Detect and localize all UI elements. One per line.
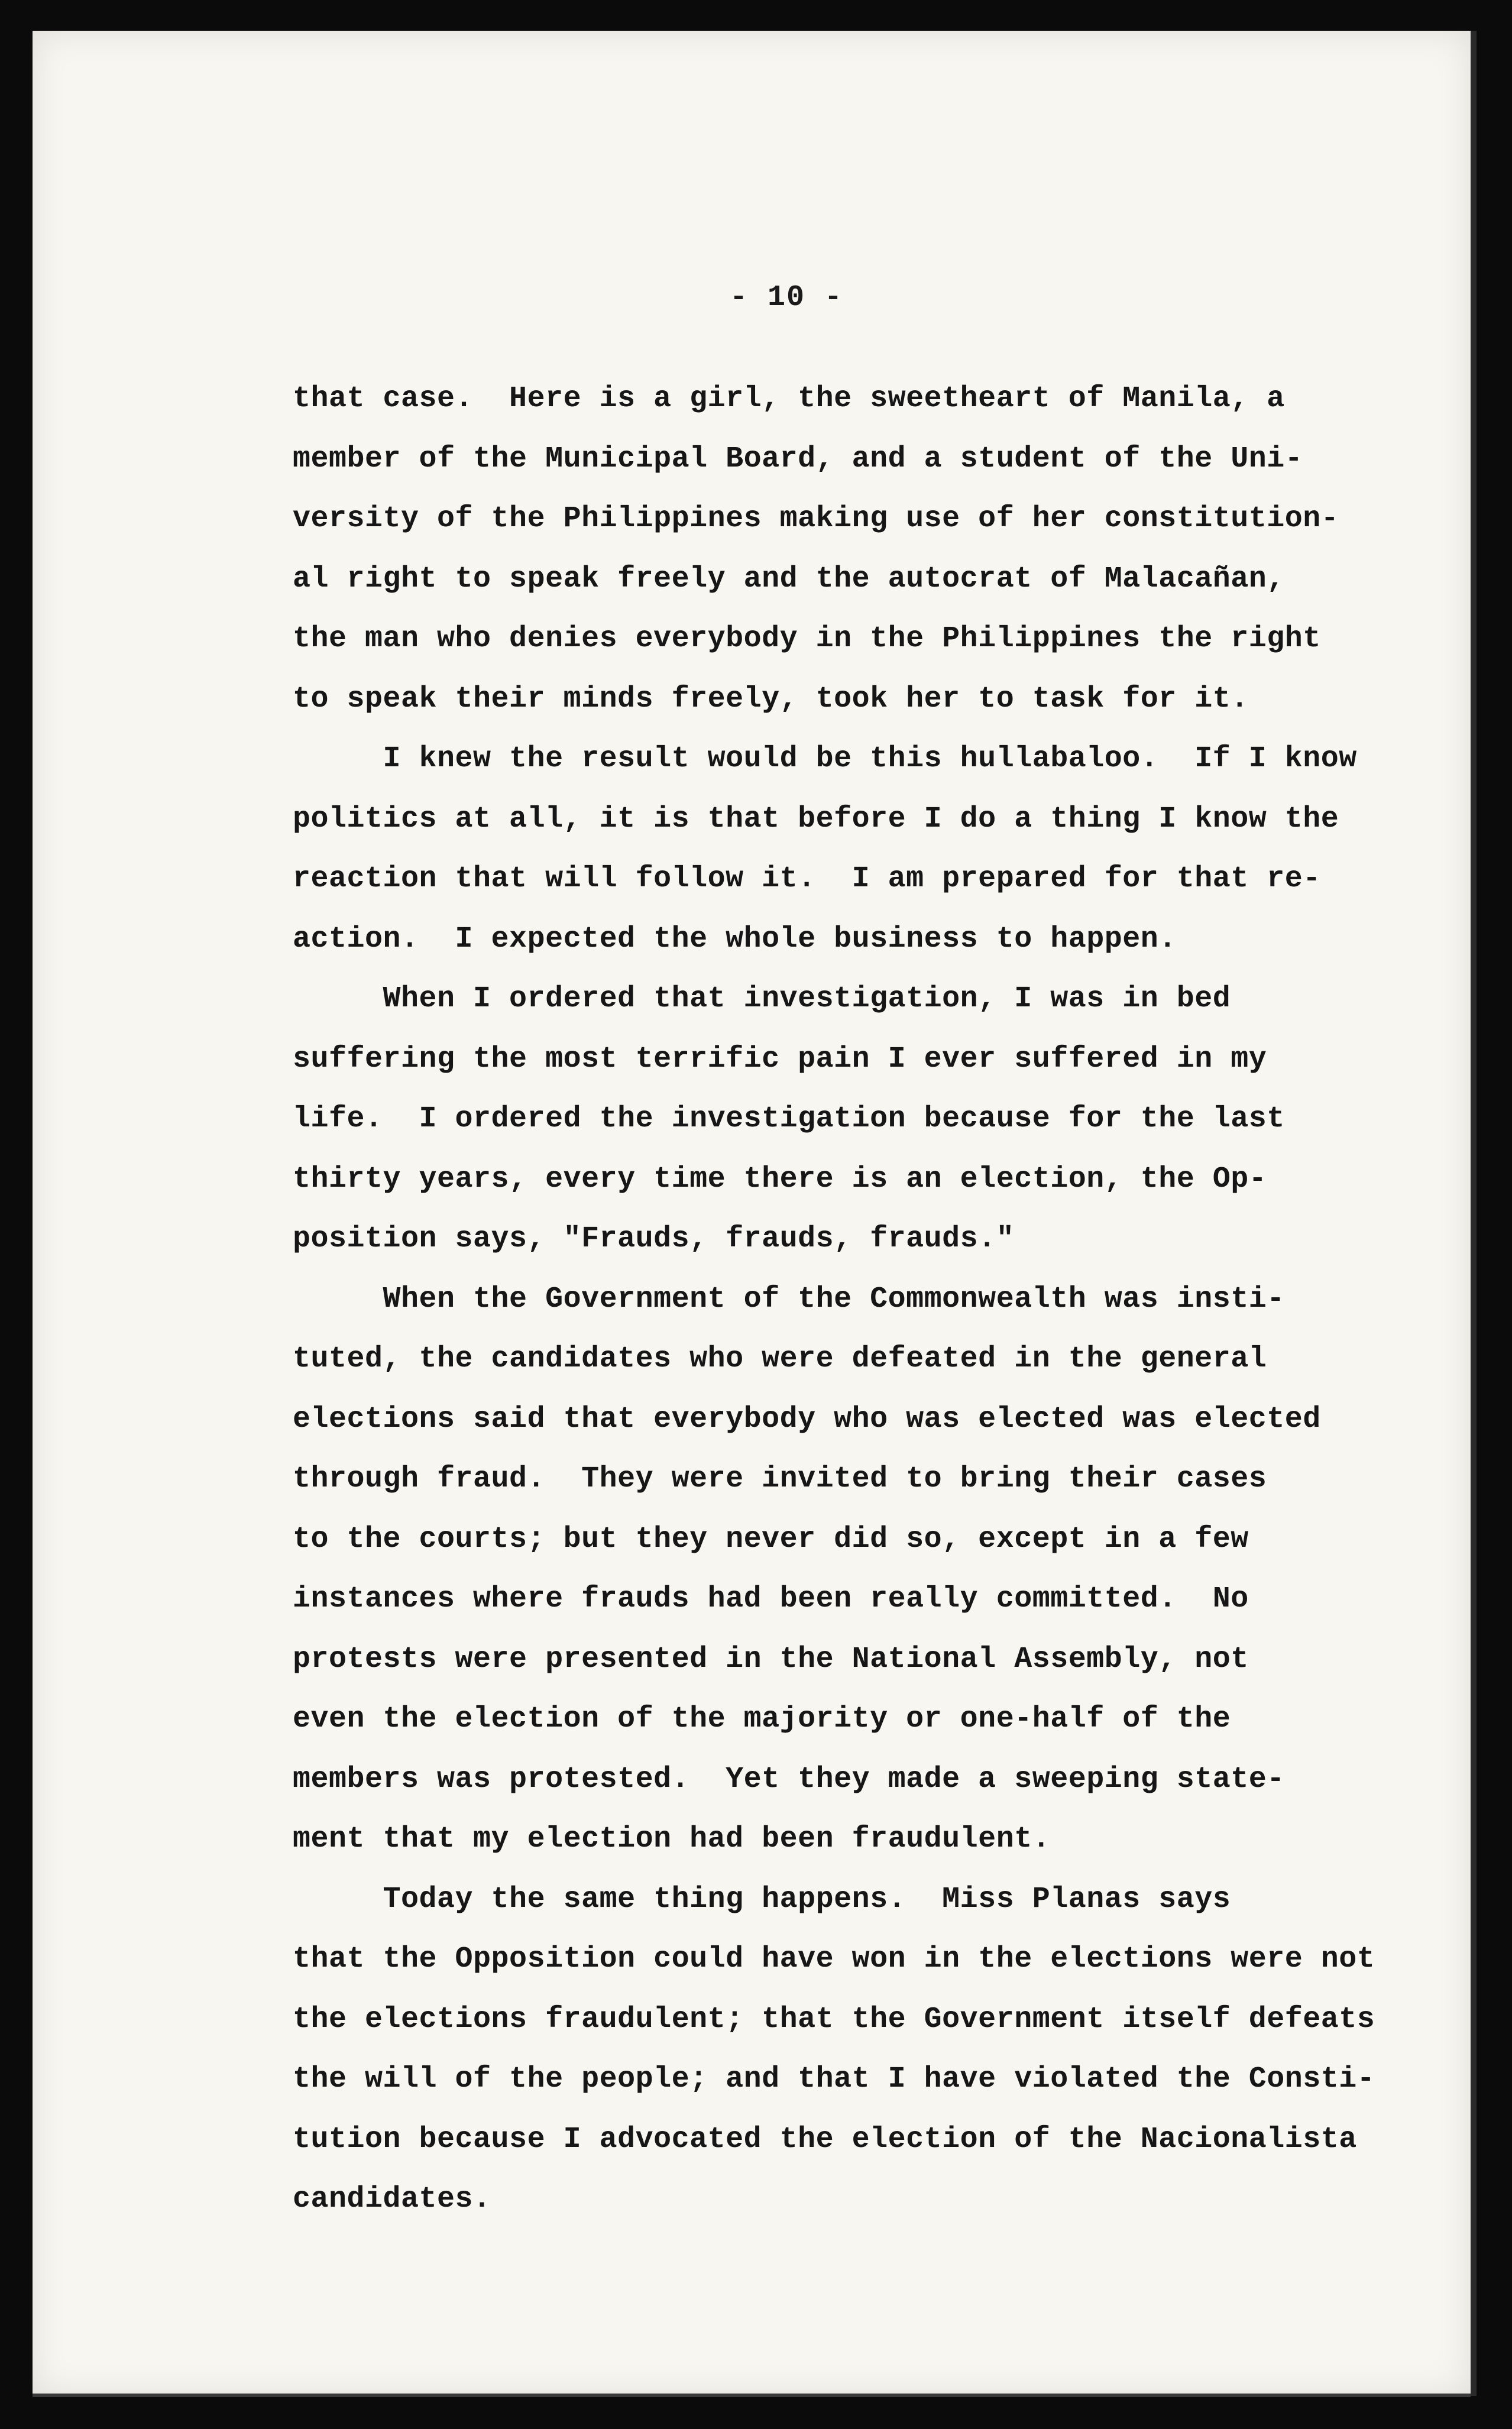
text-line: member of the Municipal Board, and a student of the Uni- [293,442,1303,476]
text-line: even the election of the majority or one-half of the [293,1702,1231,1736]
text-line: versity of the Philippines making use of her constitution- [293,502,1339,536]
body-text [293,378,1446,2239]
text-line: Today the same thing happens. Miss Planas says [293,1882,1231,1916]
text-line: When the Government of the Commonwealth was insti- [293,1282,1285,1316]
text-line: position says, "Frauds, frauds, frauds." [293,1222,1015,1256]
text-line: elections said that everybody who was elected was elected [293,1402,1321,1436]
text-line: tution because I advocated the election of the Nacionalista [293,2122,1357,2156]
text-line: that case. Here is a girl, the sweetheart of Manila, a [293,382,1285,416]
text-line: ment that my election had been fraudulent. [293,1822,1051,1856]
text-line: instances where frauds had been really committed. No [293,1582,1249,1616]
text-line: through fraud. They were invited to bring their cases [293,1462,1267,1496]
page-edge-shadow [1471,31,1477,2396]
text-line: tuted, the candidates who were defeated in the general [293,1342,1267,1376]
text-line: the elections fraudulent; that the Government itself defeats [293,2002,1375,2036]
page-bottom-edge [33,2394,1471,2397]
text-line: that the Opposition could have won in the elections were not [293,1942,1375,1976]
text-line: reaction that will follow it. I am prepared for that re- [293,862,1321,896]
text-line: the man who denies everybody in the Philippines the right [293,622,1321,656]
text-line: the will of the people; and that I have violated the Consti- [293,2062,1375,2096]
text-line: candidates. [293,2182,491,2216]
text-line: life. I ordered the investigation because for the last [293,1102,1285,1136]
text-line: When I ordered that investigation, I was in bed [293,982,1231,1016]
page-number: - 10 - [729,281,844,315]
text-line: to the courts; but they never did so, except in a few [293,1522,1249,1556]
text-line: action. I expected the whole business to happen. [293,922,1177,956]
text-line: to speak their minds freely, took her to task for it. [293,682,1249,716]
text-line: thirty years, every time there is an election, the Op- [293,1162,1267,1196]
text-line: members was protested. Yet they made a sweeping state- [293,1762,1285,1796]
text-line: al right to speak freely and the autocrat of Malacañan, [293,562,1285,596]
text-line: politics at all, it is that before I do a thing I know the [293,802,1339,836]
text-line: I knew the result would be this hullabaloo. If I know [293,742,1357,776]
text-line: protests were presented in the National Assembly, not [293,1642,1249,1676]
text-line: suffering the most terrific pain I ever suffered in my [293,1042,1267,1076]
